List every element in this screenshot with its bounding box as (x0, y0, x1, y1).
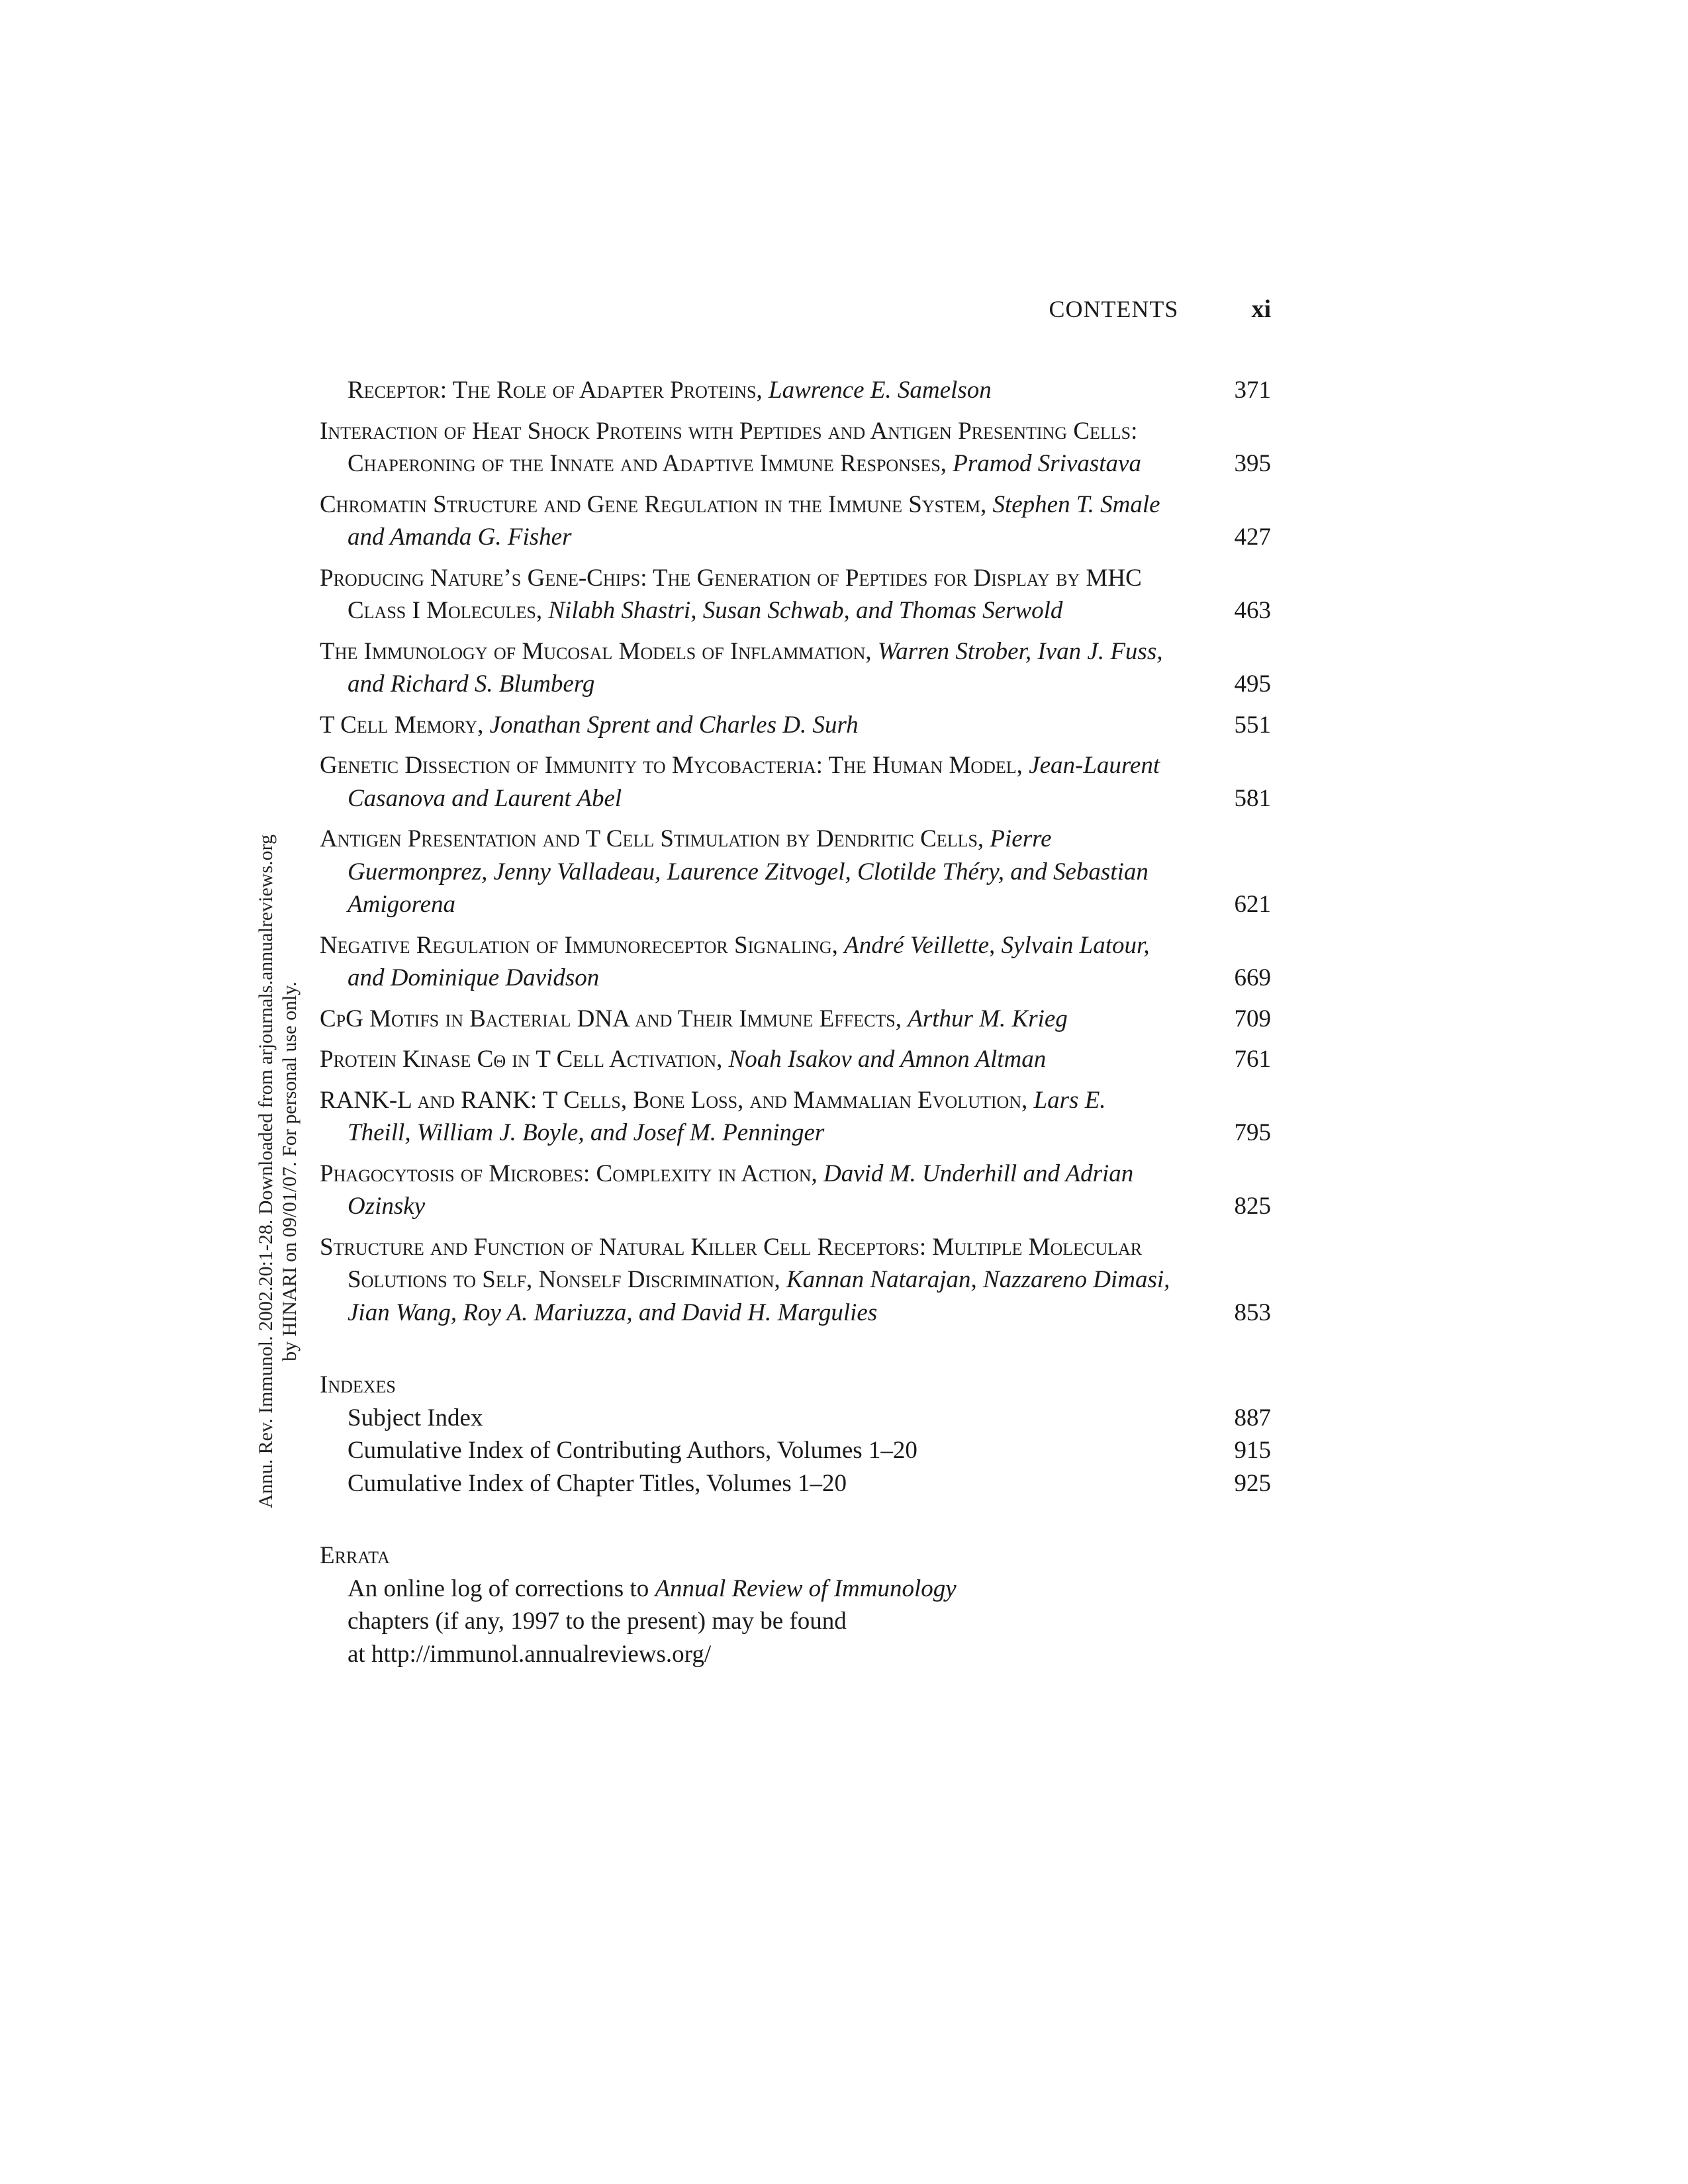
download-notice (254, 835, 302, 1508)
toc-entry (320, 823, 1271, 921)
entry-page: 551 (1234, 711, 1271, 739)
errata-text: chapters (if any, 1997 to the present) may be found (348, 1608, 847, 1635)
entry-page: 825 (1234, 1193, 1271, 1220)
entry-authors: Warren Strober, Ivan J. Fuss, and Richard S. Blumberg (348, 637, 1163, 698)
entry-authors: Lars E. Theill, William J. Boyle, and Josef M. Penninger (348, 1086, 1106, 1146)
entry-authors: David M. Underhill and Adrian Ozinsky (348, 1160, 1134, 1220)
entry-page: 371 (1234, 377, 1271, 404)
entry-authors: Arthur M. Krieg (908, 1005, 1068, 1032)
toc-entry (320, 635, 1271, 701)
entry-title: Structure and Function of Natural Killer Cell Receptors: Multiple Molecular Solutions to Self, Nonself Discrimination, (320, 1233, 1143, 1293)
toc-entry (320, 1043, 1271, 1076)
index-page: 915 (1234, 1437, 1271, 1464)
journal-title: Annual Review of Immunology (655, 1574, 957, 1602)
index-label: Cumulative Index of Chapter Titles, Volumes 1–20 (348, 1469, 847, 1497)
entry-title: Interaction of Heat Shock Proteins with Peptides and Antigen Presenting Cells: Chaperoning of the Innate and Adaptive Immune Responses, (320, 417, 1138, 477)
entry-title: Protein Kinase Cθ in T Cell Activation, (320, 1046, 723, 1073)
entry-title: The Immunology of Mucosal Models of Inflammation, (320, 637, 872, 665)
entry-title: Producing Nature’s Gene-Chips: The Generation of Peptides for Display by MHC Class I Molecules, (320, 564, 1142, 624)
entry-authors: Noah Isakov and Amnon Altman (728, 1046, 1047, 1073)
entry-page: 795 (1234, 1119, 1271, 1146)
toc-entry (320, 1084, 1271, 1150)
errata-link[interactable]: at http://immunol.annualreviews.org/ (348, 1640, 712, 1668)
download-notice-line: Annu. Rev. Immunol. 2002.20:1-28. Downloaded from arjournals.annualreviews.org (255, 834, 277, 1509)
entry-page: 427 (1234, 523, 1271, 551)
download-notice-line: by HINARI on 09/01/07. For personal use only. (279, 981, 301, 1361)
entry-authors: André Veillette, Sylvain Latour, and Dominique Davidson (348, 931, 1150, 991)
indexes-heading: Indexes (320, 1371, 396, 1398)
index-item (320, 1402, 1271, 1435)
entry-authors: Lawrence E. Samelson (769, 377, 992, 404)
toc-entry (320, 1003, 1271, 1036)
table-of-contents (320, 374, 1271, 1670)
index-label: Subject Index (348, 1404, 483, 1432)
toc-entry (320, 1231, 1271, 1330)
entry-authors: Nilabh Shastri, Susan Schwab, and Thomas Serwold (548, 597, 1063, 624)
running-head: CONTENTS (1049, 296, 1179, 322)
index-label: Cumulative Index of Contributing Authors, Volumes 1–20 (348, 1437, 917, 1464)
errata-body (320, 1572, 1271, 1671)
toc-entry (320, 1158, 1271, 1223)
entry-title: CpG Motifs in Bacterial DNA and Their Immune Effects, (320, 1005, 902, 1032)
entry-title: Antigen Presentation and T Cell Stimulation by Dendritic Cells, (320, 825, 984, 852)
entry-page: 463 (1234, 597, 1271, 624)
entry-page: 709 (1234, 1005, 1271, 1032)
entry-page: 395 (1234, 450, 1271, 477)
entry-title: Negative Regulation of Immunoreceptor Signaling, (320, 931, 838, 959)
entry-authors: Pierre Guermonprez, Jenny Valladeau, Laurence Zitvogel, Clotilde Théry, and Sebastian Amigorena (348, 825, 1149, 918)
entry-authors: Jean-Laurent Casanova and Laurent Abel (348, 752, 1160, 812)
entry-page: 495 (1234, 670, 1271, 698)
entry-authors: Pramod Srivastava (953, 450, 1141, 477)
entry-authors: Jonathan Sprent and Charles D. Surh (489, 711, 859, 739)
toc-entry (320, 374, 1271, 407)
index-page: 925 (1234, 1469, 1271, 1497)
entry-title: Receptor: The Role of Adapter Proteins, (348, 377, 763, 404)
toc-entry (320, 709, 1271, 742)
entry-title: Genetic Dissection of Immunity to Mycobacteria: The Human Model, (320, 752, 1023, 779)
entry-authors: Stephen T. Smale and Amanda G. Fisher (348, 490, 1160, 551)
entry-page: 581 (1234, 784, 1271, 812)
toc-entry (320, 488, 1271, 554)
toc-entry (320, 562, 1271, 627)
entry-page: 761 (1234, 1046, 1271, 1073)
page-number: xi (1251, 295, 1271, 323)
errata-heading: Errata (320, 1542, 390, 1569)
toc-entry (320, 415, 1271, 480)
page-header (318, 295, 1271, 324)
entry-title: T Cell Memory, (320, 711, 484, 739)
index-item (320, 1434, 1271, 1467)
entry-title: Phagocytosis of Microbes: Complexity in Action, (320, 1160, 818, 1187)
errata-text: An online log of corrections to (348, 1574, 655, 1602)
entry-title: Chromatin Structure and Gene Regulation in the Immune System, (320, 490, 987, 518)
index-page: 887 (1234, 1404, 1271, 1432)
index-item (320, 1467, 1271, 1500)
entry-authors: Kannan Natarajan, Nazzareno Dimasi, Jian Wang, Roy A. Mariuzza, and David H. Margulies (348, 1266, 1170, 1326)
entry-page: 669 (1234, 964, 1271, 991)
toc-entry (320, 929, 1271, 995)
entry-page: 621 (1234, 891, 1271, 918)
entry-page: 853 (1234, 1298, 1271, 1326)
entry-title: RANK-L and RANK: T Cells, Bone Loss, and Mammalian Evolution, (320, 1086, 1028, 1114)
toc-entry (320, 749, 1271, 815)
